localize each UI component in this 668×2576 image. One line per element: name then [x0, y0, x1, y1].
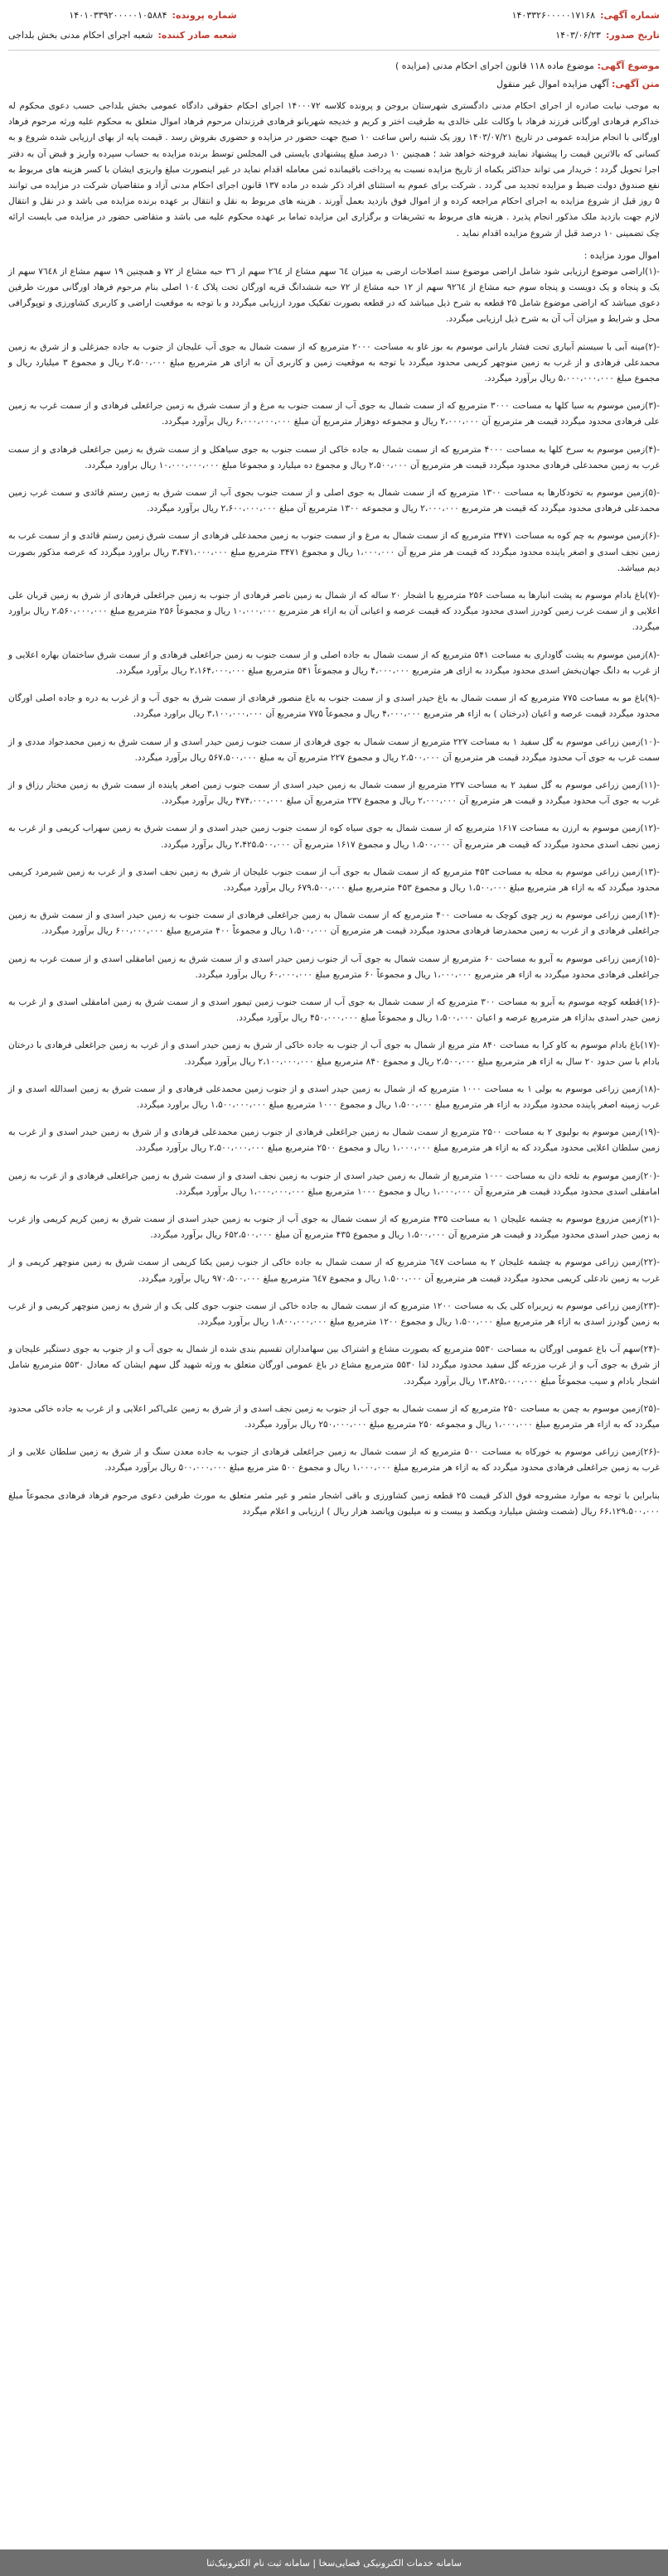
list-item: -(۸)زمین موسوم به پشت گاوداری به مساحت ۵۴۱ مترمربع که از سمت شمال به جاده اصلی و از سمت جنوب به زمین جراغعلی فرهادی و از سمت شرق ساختمان بهاره اعلایی و از غرب به دانگ جهان‌بخش اسدی محدود میگردد به ازای هر مترمربع ۴،۰۰۰،۰۰۰ ریال و مجموعاً ۵۴۱ مترمربع مبلغ ۲،۱۶۴،۰۰۰،۰۰۰ ریال برآورد میگردد. [8, 649, 660, 676]
list-item: -(۱۸)زمین زراعی موسوم به بولی ۱ به مساحت ۱۰۰۰ مترمربع که از شمال به زمین حیدر اسدی و از جنوب زمین محمدعلی فرهادی و از سمت شرق به زمین اسدالله اسدی و از غرب زمینه اصغر پاینده محدود میگردد به ازاء هر مترمربع مبلغ ۱،۵۰۰،۰۰۰ ریال و مجموع ۱۰۰۰ مترمربع مبلغ ۱،۵۰۰،۰۰۰،۰۰۰ ریال براورد میگردد. [8, 1083, 660, 1110]
list-item: -(۲۶)زمین زراعی موسوم به خورکاه به مساحت ۵۰۰ مترمربع که از سمت شمال به زمین جراغعلی فرهادی از جنوب به جاده معدن سنگ و از شرق به زمین سلطان علایی و از غرب به زمین جراغعلی فرهادی محدود میگردد که به ازاء هر مترمربع مبلغ ۱،۰۰۰،۰۰۰ ریال و مجموع ۵۰۰ متر مربع مبلغ ۵۰۰،۰۰۰،۰۰۰ ریال برآورد میگردد. [8, 1447, 660, 1474]
footer-bar [0, 2549, 668, 2576]
list-item: -(۳)زمین موسوم به سیا کلها به مساحت ۳۰۰۰ مترمربع که از سمت شمال به جوی آب از سمت جنوب به مرغ و از سمت شرق به زمین جراغعلی فرهادی و از سمت غرب به زمین علی فرهادی محدود میگردد قیمت هر مترمربع آن ۲،۰۰۰،۰۰۰ ریال و مجموعه دوهزار مترمربع آن مبلغ ۶،۰۰۰،۰۰۰،۰۰۰ ریال برآورد میگردد. [8, 401, 660, 427]
issuer-label: شعبه صادر کننده: [157, 30, 237, 41]
items-list [8, 264, 660, 1477]
list-item: -(۹)باغ مو به مساحت ۷۷۵ مترمربع که از سمت شمال به باغ حیدر اسدی و از سمت جنوب به باغ منصور فرهادی از سمت شرق به جوی آب و از غرب به دره و جاده اصلی اورگان محدود میگردد قیمت عرصه و اعیان (درختان ) به ازاء هر مترمربع ۴،۰۰۰،۰۰۰ ریال و مجموعاً ۷۷۵ مترمربع آن ۳،۱۰۰،۰۰۰،۰۰۰ ریال براورد میگردد. [8, 693, 661, 720]
follow-number-row [8, 8, 237, 23]
intro-paragraph: به موجب نیابت صادره از اجرای احکام مدنی دادگستری شهرستان بروجن و پرونده کلاسه ۱۴۰۰۰۷۲ اجرای احکام حقوقی دادگاه عمومی بخش بلداجی حسب دعوی محکوم له خداکرم فرهادی اورگانی فرزند فرهاد با وکالت علی خالدی به طرفیت اختر و کریم و خدیجه شهربانو فرهادی فرزندان مرحوم فرهاد اموال متعلق به محکوم علیه ورثه مرحوم فرهاد اورگانی با انجام مزایده عمومی در تاریخ ۱۴۰۳/۰۷/۲۱ روز یک شنبه راس ساعت ۱۰ صبح جهت حضور در مزایده و حضوری بفروش رسد . قیمت پایه از بهای ارزیابی شده شروع و به کسانی که بالاترین قیمت را پیشنهاد نمایند فروخته خواهد شد ؛ همچنین ۱۰ درصد مبلغ پیشنهادی بایستی فی المجلس توسط برنده مزایده به حساب سپرده واریز و قبض آن به دفتر اجرا تحویل گردد ؛ خریدار می تواند حداکثر یکماه از تاریخ مزایده نسبت به پرداخت باقیمانده ثمن معامله اقدام نماید در غیر اینصورت مبلغ واریزی ایشان با کسر هزینه های مربوط به نفع صندوق دولت ضبط و مزایده تجدید می گردد . شرکت برای عموم به استثنای افراد ذکر شده در ماده ۱۳۷ قانون اجرای احکام مدنی آزاد و متقاضیان شرکت در مزایده می توانند ۵ روز قبل از شروع مزایده به اجرای احکام مراجعه کرده و از اموال فوق بازدید بعمل آورند . هزینه های مربوط به نقل و انتقال بر عهده برنده مزایده می باشد و در نقل و انتقال لازم جهت بازدید ملک مذکور انجام پذیرد . هزینه های مربوط به تشریفات و برگزاری این مزایده تماما بر عهده محکوم علیه می باشد و متقاضی حضور در مزایده می بایست ارائه چک تضمینی ۱۰ درصد قبل از شروع مزایده اقدام نماید . [8, 101, 661, 239]
ad-text-label: متن آگهی: [612, 79, 660, 89]
list-item: -(۱۲)زمین موسوم به ارزن به مساحت ۱۶۱۷ مترمربع که از سمت شمال به جوی سیاه کوه از سمت جنوب زمین حیدر اسدی و از سمت شرق به زمین سهراب کریمی و از غرب به زمین نجف اسدی محدود میگردد که قیمت هر مترمربع آن ۱،۵۰۰،۰۰۰ ریال و مجموع ۱۶۱۷ مترمربع آن ۲،۴۲۵،۵۰۰،۰۰۰ ریال برآورد میگردد. [8, 823, 660, 850]
items-heading: اموال مورد مزایده : [583, 249, 660, 261]
follow-number-label: شماره پرونده: [172, 10, 237, 21]
list-item: -(۱۴)زمین زراعی موسوم به زیر چوی کوچک به مساحت ۴۰۰ مترمربع که از سمت شمال به زمین جراغعلی فرهادی از سمت جنوب به زمین حیدر اسدی و از سمت شرق به زمین جراغعلی فرهادی و از غرب به زمین محمدرضا فرهادی محدود میگردد قیمت هر مترمربع آن ۱،۵۰۰،۰۰۰ ریال و مجموعاً ۴۰۰ مترمربع مبلغ ۶۰۰،۰۰۰،۰۰۰ ریال برآورد میگردد. [8, 910, 660, 937]
footer-text[interactable]: سامانه خدمات الکترونیکی قضایی‌سخا | سامانه ثبت نام الکترونیک‌ثنا [206, 2557, 462, 2569]
list-item: -(۲۴)سهم آب باغ عمومی اورگان به مساحت ۵۵۳۰ مترمربع که بصورت مشاع و اشتراک بین سهامداران تقسیم بندی شده از شمال به جوی آب و از جنوب به جوی دستگیر علیجان و از شرق به جوی آب و از غرب مزرعه گل سفید محدود میگردد لذا ۵۵۳۰ مترمربع مشاع در باغ عمومی اورگان متعلق به ورثه شهید گل سهم ایشان که معادل ۵۵۳۰ مترمربع شامل اشجار بادام و سیب مجموعاً مبلغ ۱۳،۸۲۵،۰۰۰،۰۰۰ ریال برآورد میگردد. [8, 1344, 661, 1387]
issue-date-row [512, 28, 660, 43]
ad-number-label: شماره آگهی: [600, 10, 660, 21]
list-item: -(۲۰)زمین موسوم به تلخه دان به مساحت ۱۰۰۰ مترمربع از شمال به زمین حیدر اسدی از جنوب به زمین نجف اسدی و از سمت شرق به زمین جراغعلی فرهادی و از غرب به زمین امامقلی اسدی محدود میگردد قیمت هر مترمربع آن ۱،۰۰۰،۰۰۰ ریال و مجموع ۱۰۰۰ مترمربع مبلغ ۱،۰۰۰،۰۰۰،۰۰۰ ریال برآورد میگردد. [8, 1170, 660, 1197]
topic-label: موضوع آگهی: [597, 60, 660, 71]
header-right-column [512, 8, 660, 43]
issuer-row [8, 28, 237, 43]
list-item: -(۱۶)قطعه کوچه موسوم به آبرو به مساحت ۳۰۰ مترمربع که از سمت شمال به جوی آب از سمت جنوب زمین تیمور اسدی و از سمت شرق به زمین امامقلی اسدی و از غرب به زمین حیدر اسدی بدازاء هر مترمربع عرصه و اعیان ۱،۵۰۰،۰۰۰ ریال و مجموعاً مبلغ ۴۵۰،۰۰۰،۰۰۰ ریال برآورد میگردد. [8, 996, 660, 1024]
ad-number-row [512, 8, 660, 23]
list-item: -(۷)باغ بادام موسوم به پشت انبارها به مساحت ۲۵۶ مترمربع با اشجار ۲۰ ساله که از شمال به زمین ناصر فرهادی از جنوب به زمین جراغعلی فرهادی از شرق به زمین قربان علی اعلایی و از سمت غرب زمین کودرز اسدی محدود میگردد که قیمت عرصه و اعیانی آن به ازاء هر مترمربع ۱۰،۰۰۰،۰۰۰ ریال و مجموعاً ۲۵۶ مترمربع مبلغ ۲،۵۶۰،۰۰۰،۰۰۰ ریال براورد میگردد. [8, 591, 660, 633]
list-item: -(۲۵)زمین موسوم به چمن به مساحت ۲۵۰ مترمربع که از سمت شمال به جوی آب از جنوب به زمین نجف اسدی و از شرق به زمین علی‌اکبر اعلایی و از غرب به جاده خاکی محدود میگردد که به ازاء هر مترمربع مبلغ ۱،۰۰۰،۰۰۰ ریال و مجموعه ۲۵۰ مترمربع مبلغ ۲۵۰،۰۰۰،۰۰۰ ریال برآورد میگردد. [8, 1403, 660, 1430]
header-meta [8, 8, 660, 43]
list-item: -(۱۳)زمین زراعی موسوم به محله به مساحت ۴۵۳ مترمربع که از سمت شمال به جوی آب از سمت جنوب علیجان از شرق به زمین نجف اسدی و از غرب به زمین شیرمرد کریمی محدود میگردد که به ازاء هر مترمربع مبلغ ۱،۵۰۰،۰۰۰ ریال و مجموع ۴۵۳ مترمربع مبلغ ۶۷۹،۵۰۰،۰۰۰ ریال برآورد میگردد. [8, 866, 660, 893]
list-item: -(۲۲)زمین زراعی موسوم به چشمه علیجان ۲ به مساحت ٦٤۷ مترمربع که از سمت شمال به جاده خاکی از جنوب زمین یکتا کریمی از سمت شرق به زمین منوچهر کریمی و از غرب به زمین نادعلی کریمی محدود میگردد قیمت هر مترمربع آن ۱،۵۰۰،۰۰۰ ریال و مجموع ٦٤۷ مترمربع مبلغ ۹۷۰،۵۰۰،۰۰۰ ریال برآورد میگردد. [8, 1257, 660, 1284]
list-item: -(۲)مینه آبی با سیستم آبیاری تحت فشار بارانی موسوم به بوز غاو به مساحت ۲۰۰۰ مترمربع که از سمت شمال به جوی آب علیجان از جنوب به جاده جمزغلی و از شرق به زمین محمدعلی فرهادی و از غرب به زمین منوچهر کریمی محدود میگردد با توجه به موقعیت زمین و کاربری آن به ازای هر مترمربع مبلغ ۲،۵۰۰،۰۰۰ ریال و مجموع ۳ میلیارد ریال و مجموع مبلغ ۵،۰۰۰،۰۰۰،۰۰۰ ریال برآورد میگردد. [8, 341, 660, 384]
list-item: -(۱۰)زمین زراعی موسوم به گل سفید ۱ به مساحت ۲۲۷ مترمربع از سمت شمال به جوی فرهادی از سمت جنوب زمین حیدر اسدی و از سمت شرق به زمین محمدجواد مددی و از سمت غرب به جوی آب محدود میگردد قیمت هر مترمربع آن ۲،۵۰۰،۰۰۰ ریال و مجموع ۲۲۷ مترمربع آن به مبلغ ۵۶۷،۵۰۰،۰۰۰ ریال برآورد میگردد. [8, 736, 660, 763]
list-item: -(۲۳)زمین زراعی موسوم به زیربراه کلی یک به مساحت ۱۲۰۰ مترمربع که از سمت شمال به جاده خاکی از سمت جنوب جوی کلی یک و از شرق به زمین منوچهر کریمی و از غرب به زمین گودرز اسدی به ازاء هر مترمربع مبلغ ۱،۵۰۰،۰۰۰ ریال و مجموع ۱۲۰۰ مترمربع مبلغ ۱،۸۰۰،۰۰۰،۰۰۰ ریال برآورد میگردد. [8, 1300, 660, 1327]
list-item: -(۱۹)زمین موسوم به بولیوی ۲ به مساحت ۲۵۰۰ مترمربع از سمت شمال به زمین جراغعلی فرهادی از جنوب زمین محمدعلی فرهادی و از شرق به زمین حیدر اسدی و از غرب به زمین سلطان اعلایی محدود میگردد که به ازاء هر مترمربع مبلغ ۱،۰۰۰،۰۰۰ ریال و مجموع ۲۵۰۰ مترمربع مبلغ ۲،۵۰۰،۰۰۰،۰۰۰ ریال برآورد میگردد. [8, 1127, 660, 1154]
list-item: -(۶)زمین موسوم به چم کوه به مساحت ۳۴۷۱ مترمربع که از سمت شمال به مرغ و از سمت جنوب به زمین محمدعلی فرهادی از سمت شرق زمین رستم قائدی و از سمت غرب به زمین نجف اسدی و اصغر یاینده محدود میگردد که قیمت هر متر مربع آن ۱،۰۰۰،۰۰۰ ریال و مجموع ۳۴۷۱ مترمربع مبلغ ۳،۴۷۱،۰۰۰،۰۰۰ ریال براورد میگردد که عرصه مذکور بصورت دیم میباشد. [8, 531, 660, 573]
issue-date-value: ۱۴۰۳/۰۶/۲۳ [555, 30, 601, 41]
closing-paragraph: بنابراین با توجه به موارد مشروحه فوق الذکر قیمت ۲۵ قطعه زمین کشاورزی و باقی اشجار مثمر و غیر مثمر متعلق به مورث طرفین دعوی مرحوم فرهاد فرهادی مجموعاً مبلغ ۶۶،۱۲۹،۵۰۰،۰۰۰ ریال (شصت وشش میلیارد ویکصد و بیست و نه میلیون وپانصد هزار ریال ) ارزیابی و اعلام میگردد [8, 1490, 660, 1517]
ad-text-value: آگهی مزایده اموال غیر منقول [496, 79, 609, 89]
list-item: -(۱۷)باغ بادام موسوم به کاو کرا به مساحت ۸۴۰ متر مربع از شمال به جوی آب از جنوب به جاده خاکی از شرق به زمین حیدر اسدی و از غرب به زمین جراغعلی فرهادی با درختان بادام با سن حدود ۲۰ سال به ازاء هر مترمربع مبلغ ۲،۵۰۰،۰۰۰ ریال و مجموع ۸۴۰ مترمربع مبلغ ۲،۱۰۰،۰۰۰،۰۰۰ ریال برآورد میگردد. [8, 1040, 660, 1067]
header-left-column [8, 8, 237, 43]
list-item: -(۱۱)زمین زراعی موسوم به گل سفید ۲ به مساحت ۲۳۷ مترمربع از سمت شمال به زمین حیدر اسدی از سمت جنوب زمین اصغر پاینده از سمت شرق به زمین مختار رزاق و از غرب به جوی آب محدود میگردد و قیمت هر مترمربع آن ۲،۰۰۰،۰۰۰ ریال و مجموع ۲۳۷ مترمربع آن مبلغ ۴۷۴،۰۰۰،۰۰۰ ریال برآورد میگردد. [8, 779, 660, 807]
list-item: -(۵)زمین موسوم به تخودکارها به مساحت ۱۳۰۰ مترمربع که از سمت شمال به جوی اصلی و از سمت جنوب بجوی آب از سمت شرق به زمین رستم قائدی و سمت غرب زمین محمدعلی فرهادی محدود میگردد که قیمت هر مترمربع ۲،۰۰۰،۰۰۰ ریال و مجموعه ۱۳۰۰ مترمربع آن مبلغ ۲،۶۰۰،۰۰۰،۰۰۰ ریال برآورد میگردد. [8, 488, 661, 514]
topic-row [8, 59, 660, 74]
ad-number-value: ۱۴۰۳۳۲۶۰۰۰۰۰۱۷۱۶۸ [511, 10, 596, 21]
list-item: -(۱۵)زمین زراعی موسوم به آبرو به مساحت ۶۰ مترمربع از سمت شمال به جوی آب از جنوب زمین حیدر اسدی و از سمت شرق به زمین امامقلی اسدی و از سمت غرب به زمین جراغعلی فرهادی محدود میگردد به ازاء هر مترمربع ۱،۰۰۰،۰۰۰ ریال و مجموعاً ۶۰ مترمربع مبلغ ۶۰،۰۰۰،۰۰۰ ریال برآورد میگردد. [8, 953, 660, 980]
header-divider [8, 50, 660, 51]
list-item: -(۱)اراضی موضوع ارزیابی شود شامل اراضی موضوع سند اصلاحات ارضی به میزان ٦٤ سهم مشاع از ۲٦٤ سهم از ۳٦ حبه مشاع از ۷۲ و همچنین ۱۹ سهم مشاع از ۷٦٤۸ سهم از یک و پنجاه و یک دویست و پنجاه سوم حبه مشاع از ۹۲٦٤ سهم از ۱۲ حبه مشاع از ۷۲ حبه ششدانگ قریه اورگان تحت پلاک ۱۰٤ اصلی بنام مرحوم فرهاد اورگانی مورث طرفین دعوی میباشد که اراضی موضوع شامل ۲۵ قطعه به شرح ذیل میباشد که در قطعه بصورت تفکیک مورد ارزیابی میگردد و با توجه به موقعیت اراضی و کاربری کشاورزی و توپوگرافی محل و شرایط و میزان آب آن به شرح ذیل ارزیابی میگردد. [8, 266, 660, 325]
ad-text-row [8, 77, 660, 92]
topic-value: موضوع ماده ۱۱۸ قانون اجرای احکام مدنی (مزایده ) [395, 60, 594, 71]
issue-date-label: تاریخ صدور: [605, 30, 660, 41]
list-item: -(۲۱)زمین مزروع موسوم به چشمه علیجان ۱ به مساحت ۴۳۵ مترمربع که از سمت شمال به جوی آب از جنوب به زمین حیدر اسدی از سمت شرق به زمین کریم کریمی واز غرب به زمین حیدر اسدی محدود میگردد و قیمت هر مترمربع آن ۱،۵۰۰،۰۰۰ ریال و مجموع ۴۳۵ مترمربع آن مبلغ ۶۵۲،۵۰۰،۰۰۰ ریال برآورد میگردد. [8, 1213, 660, 1241]
issuer-value: شعبه اجرای احکام مدنی بخش بلداجی [8, 30, 153, 41]
list-item: -(۴)زمین موسوم به سرخ کلها به مساحت ۴۰۰۰ مترمربع که از سمت شمال به جاده خاکی از سمت جنوب به جوی سیاهکل و از سمت شرق به زمین جراغعلی فرهادی و از سمت غرب به زمین محمدعلی فرهادی محدود میگردد قیمت هر مترمربع آن ۲،۵۰۰،۰۰۰ ریال و مجموع ده میلیارد و مجموعا مبلغ ۱۰،۰۰۰،۰۰۰،۰۰۰ ریال براورد میگردد. [8, 444, 660, 470]
follow-number-value: ۱۴۰۱۰۳۳۹۲۰۰۰۰۰۱۰۵۸۸۴ [69, 10, 167, 21]
